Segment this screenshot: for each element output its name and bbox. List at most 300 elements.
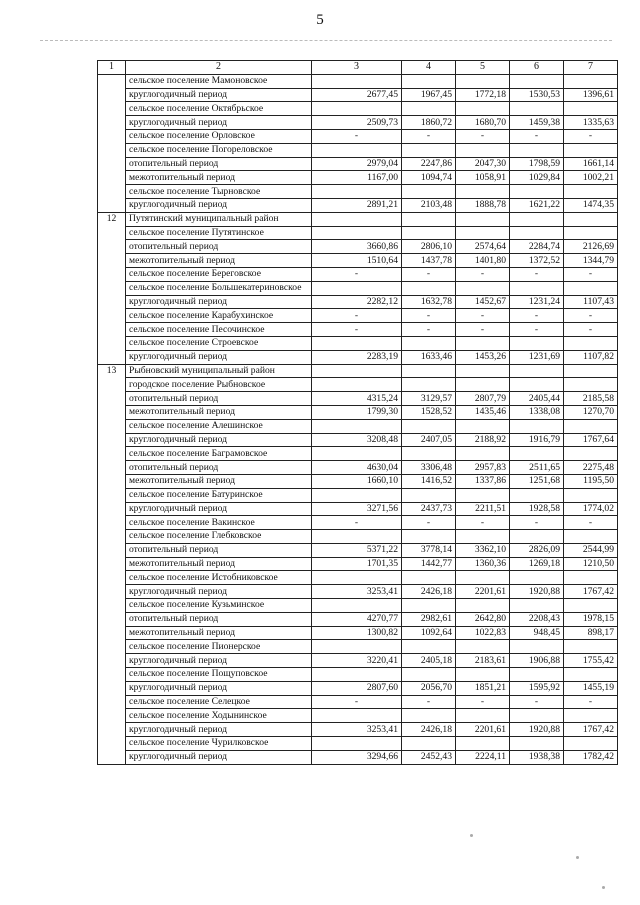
empty-cell [402, 281, 456, 295]
empty-cell [312, 447, 402, 461]
value-cell: 1755,42 [564, 654, 618, 668]
value-cell: - [456, 695, 510, 709]
value-cell: 3306,48 [402, 461, 456, 475]
value-cell: 2056,70 [402, 681, 456, 695]
value-cell: - [564, 695, 618, 709]
table-row [98, 433, 618, 447]
period-label: межотопительный период [126, 474, 312, 488]
table-row [98, 502, 618, 516]
period-label: сельское поселение Вакинское [126, 516, 312, 530]
value-cell: 1528,52 [402, 405, 456, 419]
table-row [98, 309, 618, 323]
table-row [98, 157, 618, 171]
table-row [98, 323, 618, 337]
header-cell-3: 3 [312, 61, 402, 75]
empty-cell [564, 530, 618, 544]
section-label-row [98, 488, 618, 502]
empty-cell [312, 212, 402, 226]
empty-cell [312, 571, 402, 585]
value-cell: 1530,53 [510, 88, 564, 102]
table-row [98, 695, 618, 709]
empty-cell [312, 709, 402, 723]
table-row [98, 350, 618, 364]
empty-cell [402, 640, 456, 654]
empty-cell [312, 530, 402, 544]
table-row [98, 585, 618, 599]
empty-cell [456, 281, 510, 295]
period-label: круглогодичный период [126, 750, 312, 764]
empty-cell [456, 102, 510, 116]
value-cell: 1029,84 [510, 171, 564, 185]
period-label: отопительный период [126, 240, 312, 254]
table-row [98, 461, 618, 475]
value-cell: - [402, 267, 456, 281]
value-cell: - [456, 516, 510, 530]
value-cell: 1416,52 [402, 474, 456, 488]
settlement-name: сельское поселение Алешинское [126, 419, 312, 433]
empty-cell [564, 364, 618, 378]
district-number [98, 74, 126, 212]
value-cell: 1372,52 [510, 254, 564, 268]
value-cell: 1967,45 [402, 88, 456, 102]
value-cell: - [510, 309, 564, 323]
settlement-name: сельское поселение Баграмовское [126, 447, 312, 461]
empty-cell [312, 102, 402, 116]
value-cell: - [312, 516, 402, 530]
value-cell: 1621,22 [510, 198, 564, 212]
period-label: круглогодичный период [126, 350, 312, 364]
value-cell: 1058,91 [456, 171, 510, 185]
empty-cell [510, 599, 564, 613]
empty-cell [564, 226, 618, 240]
value-cell: 1938,38 [510, 750, 564, 764]
table-row [98, 681, 618, 695]
table-row [98, 267, 618, 281]
empty-cell [312, 281, 402, 295]
value-cell: 2437,73 [402, 502, 456, 516]
value-cell: 2452,43 [402, 750, 456, 764]
empty-cell [402, 74, 456, 88]
value-cell: 1920,88 [510, 585, 564, 599]
value-cell: - [510, 516, 564, 530]
empty-cell [510, 737, 564, 751]
value-cell: 1767,42 [564, 723, 618, 737]
empty-cell [564, 143, 618, 157]
value-cell: 2284,74 [510, 240, 564, 254]
empty-cell [402, 668, 456, 682]
value-cell: 5371,22 [312, 543, 402, 557]
empty-cell [456, 668, 510, 682]
value-cell: 948,45 [510, 626, 564, 640]
district-number: 12 [98, 212, 126, 364]
settlement-name: сельское поселение Пощуповское [126, 668, 312, 682]
scan-speck [470, 834, 473, 837]
header-cell-1: 1 [98, 61, 126, 75]
value-cell: 2103,48 [402, 198, 456, 212]
period-label: круглогодичный период [126, 585, 312, 599]
value-cell: - [312, 323, 402, 337]
value-cell: 2979,04 [312, 157, 402, 171]
value-cell: - [402, 323, 456, 337]
empty-cell [564, 737, 618, 751]
table-row [98, 557, 618, 571]
value-cell: 1510,64 [312, 254, 402, 268]
section-label-row [98, 378, 618, 392]
settlement-name: сельское поселение Большекатериновское [126, 281, 312, 295]
section-label-row [98, 212, 618, 226]
value-cell: 2642,80 [456, 612, 510, 626]
value-cell: 1474,35 [564, 198, 618, 212]
section-label-row [98, 709, 618, 723]
value-cell: 2201,61 [456, 585, 510, 599]
value-cell: 1851,21 [456, 681, 510, 695]
empty-cell [402, 599, 456, 613]
value-cell: 1251,68 [510, 474, 564, 488]
section-label-row [98, 364, 618, 378]
value-cell: 1231,69 [510, 350, 564, 364]
empty-cell [312, 640, 402, 654]
header-cell-4: 4 [402, 61, 456, 75]
value-cell: - [312, 309, 402, 323]
empty-cell [456, 143, 510, 157]
empty-cell [456, 74, 510, 88]
empty-cell [402, 143, 456, 157]
value-cell: 3220,41 [312, 654, 402, 668]
header-row [98, 61, 618, 75]
value-cell: 1978,15 [564, 612, 618, 626]
value-cell: - [456, 309, 510, 323]
value-cell: 1437,78 [402, 254, 456, 268]
settlement-name: сельское поселение Истобниковское [126, 571, 312, 585]
empty-cell [312, 74, 402, 88]
empty-cell [510, 571, 564, 585]
settlement-name: Путятинский муниципальный район [126, 212, 312, 226]
table-row [98, 171, 618, 185]
settlement-name: сельское поселение Кузьминское [126, 599, 312, 613]
value-cell: 2511,65 [510, 461, 564, 475]
value-cell: 2426,18 [402, 723, 456, 737]
empty-cell [510, 378, 564, 392]
period-label: сельское поселение Песочинское [126, 323, 312, 337]
value-cell: - [564, 516, 618, 530]
empty-cell [456, 709, 510, 723]
value-cell: 1435,46 [456, 405, 510, 419]
empty-cell [510, 488, 564, 502]
value-cell: 2807,79 [456, 392, 510, 406]
empty-cell [564, 571, 618, 585]
empty-cell [456, 336, 510, 350]
value-cell: 2188,92 [456, 433, 510, 447]
table-row [98, 612, 618, 626]
value-cell: 2982,61 [402, 612, 456, 626]
value-cell: - [564, 129, 618, 143]
section-label-row [98, 419, 618, 433]
period-label: отопительный период [126, 612, 312, 626]
value-cell: 4270,77 [312, 612, 402, 626]
value-cell: 1270,70 [564, 405, 618, 419]
period-label: сельское поселение Карабухинское [126, 309, 312, 323]
table-row [98, 88, 618, 102]
empty-cell [312, 378, 402, 392]
empty-cell [456, 419, 510, 433]
empty-cell [564, 599, 618, 613]
value-cell: 2282,12 [312, 295, 402, 309]
empty-cell [564, 419, 618, 433]
empty-cell [564, 102, 618, 116]
value-cell: 1595,92 [510, 681, 564, 695]
period-label: круглогодичный период [126, 433, 312, 447]
value-cell: 1798,59 [510, 157, 564, 171]
table-row [98, 723, 618, 737]
value-cell: 1455,19 [564, 681, 618, 695]
period-label: отопительный период [126, 392, 312, 406]
empty-cell [564, 488, 618, 502]
value-cell: 1360,36 [456, 557, 510, 571]
empty-cell [402, 212, 456, 226]
table-row [98, 392, 618, 406]
value-cell: 1094,74 [402, 171, 456, 185]
section-label-row [98, 571, 618, 585]
table-row [98, 129, 618, 143]
empty-cell [312, 488, 402, 502]
scan-speck [576, 856, 579, 859]
period-label: отопительный период [126, 461, 312, 475]
section-label-row [98, 281, 618, 295]
value-cell: 1767,64 [564, 433, 618, 447]
period-label: отопительный период [126, 543, 312, 557]
value-cell: 2208,43 [510, 612, 564, 626]
section-label-row [98, 185, 618, 199]
empty-cell [402, 102, 456, 116]
value-cell: - [564, 309, 618, 323]
value-cell: 1860,72 [402, 116, 456, 130]
empty-cell [510, 709, 564, 723]
empty-cell [564, 74, 618, 88]
value-cell: 3271,56 [312, 502, 402, 516]
district-number: 13 [98, 364, 126, 764]
empty-cell [564, 709, 618, 723]
value-cell: 1231,24 [510, 295, 564, 309]
section-label-row [98, 143, 618, 157]
period-label: межотопительный период [126, 171, 312, 185]
table-row [98, 254, 618, 268]
value-cell: 1022,83 [456, 626, 510, 640]
value-cell: - [510, 695, 564, 709]
empty-cell [510, 281, 564, 295]
period-label: межотопительный период [126, 254, 312, 268]
value-cell: 3253,41 [312, 723, 402, 737]
empty-cell [312, 419, 402, 433]
value-cell: 2405,18 [402, 654, 456, 668]
value-cell: 3253,41 [312, 585, 402, 599]
empty-cell [402, 571, 456, 585]
value-cell: 1916,79 [510, 433, 564, 447]
value-cell: 1338,08 [510, 405, 564, 419]
value-cell: 2185,58 [564, 392, 618, 406]
table-row [98, 654, 618, 668]
value-cell: 1167,00 [312, 171, 402, 185]
empty-cell [456, 185, 510, 199]
empty-cell [510, 447, 564, 461]
empty-cell [402, 364, 456, 378]
value-cell: - [402, 695, 456, 709]
section-label-row [98, 737, 618, 751]
value-cell: - [510, 129, 564, 143]
value-cell: - [510, 323, 564, 337]
value-cell: - [312, 695, 402, 709]
value-cell: 1888,78 [456, 198, 510, 212]
value-cell: 2677,45 [312, 88, 402, 102]
empty-cell [402, 226, 456, 240]
settlement-name: Рыбновский муниципальный район [126, 364, 312, 378]
value-cell: 898,17 [564, 626, 618, 640]
empty-cell [510, 102, 564, 116]
value-cell: 2405,44 [510, 392, 564, 406]
value-cell: 2806,10 [402, 240, 456, 254]
settlement-name: сельское поселение Чурилковское [126, 737, 312, 751]
value-cell: 1680,70 [456, 116, 510, 130]
table-row [98, 405, 618, 419]
value-cell: 1772,18 [456, 88, 510, 102]
empty-cell [402, 336, 456, 350]
empty-cell [312, 599, 402, 613]
value-cell: 2126,69 [564, 240, 618, 254]
scan-speck [602, 886, 605, 889]
value-cell: - [456, 129, 510, 143]
value-cell: 1701,35 [312, 557, 402, 571]
period-label: круглогодичный период [126, 198, 312, 212]
value-cell: - [456, 323, 510, 337]
value-cell: 1632,78 [402, 295, 456, 309]
table-row [98, 516, 618, 530]
table-row [98, 543, 618, 557]
period-label: отопительный период [126, 157, 312, 171]
value-cell: 1195,50 [564, 474, 618, 488]
value-cell: 1799,30 [312, 405, 402, 419]
value-cell: 1002,21 [564, 171, 618, 185]
header-cell-5: 5 [456, 61, 510, 75]
value-cell: - [510, 267, 564, 281]
settlement-name: сельское поселение Строевское [126, 336, 312, 350]
value-cell: 2047,30 [456, 157, 510, 171]
value-cell: 1269,18 [510, 557, 564, 571]
value-cell: 1920,88 [510, 723, 564, 737]
value-cell: 1401,80 [456, 254, 510, 268]
value-cell: 2224,11 [456, 750, 510, 764]
value-cell: 1928,58 [510, 502, 564, 516]
period-label: круглогодичный период [126, 295, 312, 309]
value-cell: 1337,86 [456, 474, 510, 488]
value-cell: 1633,46 [402, 350, 456, 364]
tariff-table [97, 60, 618, 765]
empty-cell [312, 737, 402, 751]
empty-cell [402, 737, 456, 751]
settlement-name: сельское поселение Путятинское [126, 226, 312, 240]
header-cell-6: 6 [510, 61, 564, 75]
value-cell: 2183,61 [456, 654, 510, 668]
value-cell: 1107,82 [564, 350, 618, 364]
header-cell-7: 7 [564, 61, 618, 75]
period-label: круглогодичный период [126, 681, 312, 695]
value-cell: 2426,18 [402, 585, 456, 599]
empty-cell [564, 185, 618, 199]
settlement-name: сельское поселение Ходынинское [126, 709, 312, 723]
empty-cell [456, 212, 510, 226]
period-label: межотопительный период [126, 405, 312, 419]
settlement-name: городское поселение Рыбновское [126, 378, 312, 392]
value-cell: 1661,14 [564, 157, 618, 171]
value-cell: - [564, 323, 618, 337]
settlement-name: сельское поселение Мамоновское [126, 74, 312, 88]
value-cell: 2509,73 [312, 116, 402, 130]
value-cell: 3208,48 [312, 433, 402, 447]
period-label: круглогодичный период [126, 502, 312, 516]
value-cell: 2957,83 [456, 461, 510, 475]
value-cell: 3129,57 [402, 392, 456, 406]
value-cell: 1660,10 [312, 474, 402, 488]
section-label-row [98, 102, 618, 116]
empty-cell [402, 709, 456, 723]
value-cell: 3778,14 [402, 543, 456, 557]
section-label-row [98, 640, 618, 654]
period-label: сельское поселение Орловское [126, 129, 312, 143]
value-cell: 1396,61 [564, 88, 618, 102]
value-cell: 3294,66 [312, 750, 402, 764]
empty-cell [312, 336, 402, 350]
value-cell: 1459,38 [510, 116, 564, 130]
value-cell: 1906,88 [510, 654, 564, 668]
value-cell: - [564, 267, 618, 281]
empty-cell [312, 226, 402, 240]
value-cell: 4630,04 [312, 461, 402, 475]
value-cell: 3362,10 [456, 543, 510, 557]
empty-cell [510, 530, 564, 544]
settlement-name: сельское поселение Погореловское [126, 143, 312, 157]
empty-cell [510, 185, 564, 199]
section-label-row [98, 226, 618, 240]
empty-cell [564, 212, 618, 226]
value-cell: 1300,82 [312, 626, 402, 640]
empty-cell [456, 447, 510, 461]
value-cell: 1774,02 [564, 502, 618, 516]
empty-cell [510, 226, 564, 240]
table-body [98, 61, 618, 765]
value-cell: - [312, 267, 402, 281]
settlement-name: сельское поселение Батуринское [126, 488, 312, 502]
empty-cell [564, 281, 618, 295]
value-cell: 2574,64 [456, 240, 510, 254]
value-cell: 1107,43 [564, 295, 618, 309]
section-label-row [98, 336, 618, 350]
settlement-name: сельское поселение Тырновское [126, 185, 312, 199]
value-cell: - [402, 309, 456, 323]
table-row [98, 474, 618, 488]
value-cell: 2275,48 [564, 461, 618, 475]
empty-cell [402, 447, 456, 461]
empty-cell [510, 74, 564, 88]
empty-cell [402, 419, 456, 433]
value-cell: 1335,63 [564, 116, 618, 130]
empty-cell [456, 599, 510, 613]
empty-cell [564, 447, 618, 461]
empty-cell [456, 640, 510, 654]
value-cell: - [312, 129, 402, 143]
empty-cell [402, 488, 456, 502]
value-cell: - [402, 516, 456, 530]
value-cell: 1767,42 [564, 585, 618, 599]
period-label: круглогодичный период [126, 88, 312, 102]
value-cell: 1453,26 [456, 350, 510, 364]
